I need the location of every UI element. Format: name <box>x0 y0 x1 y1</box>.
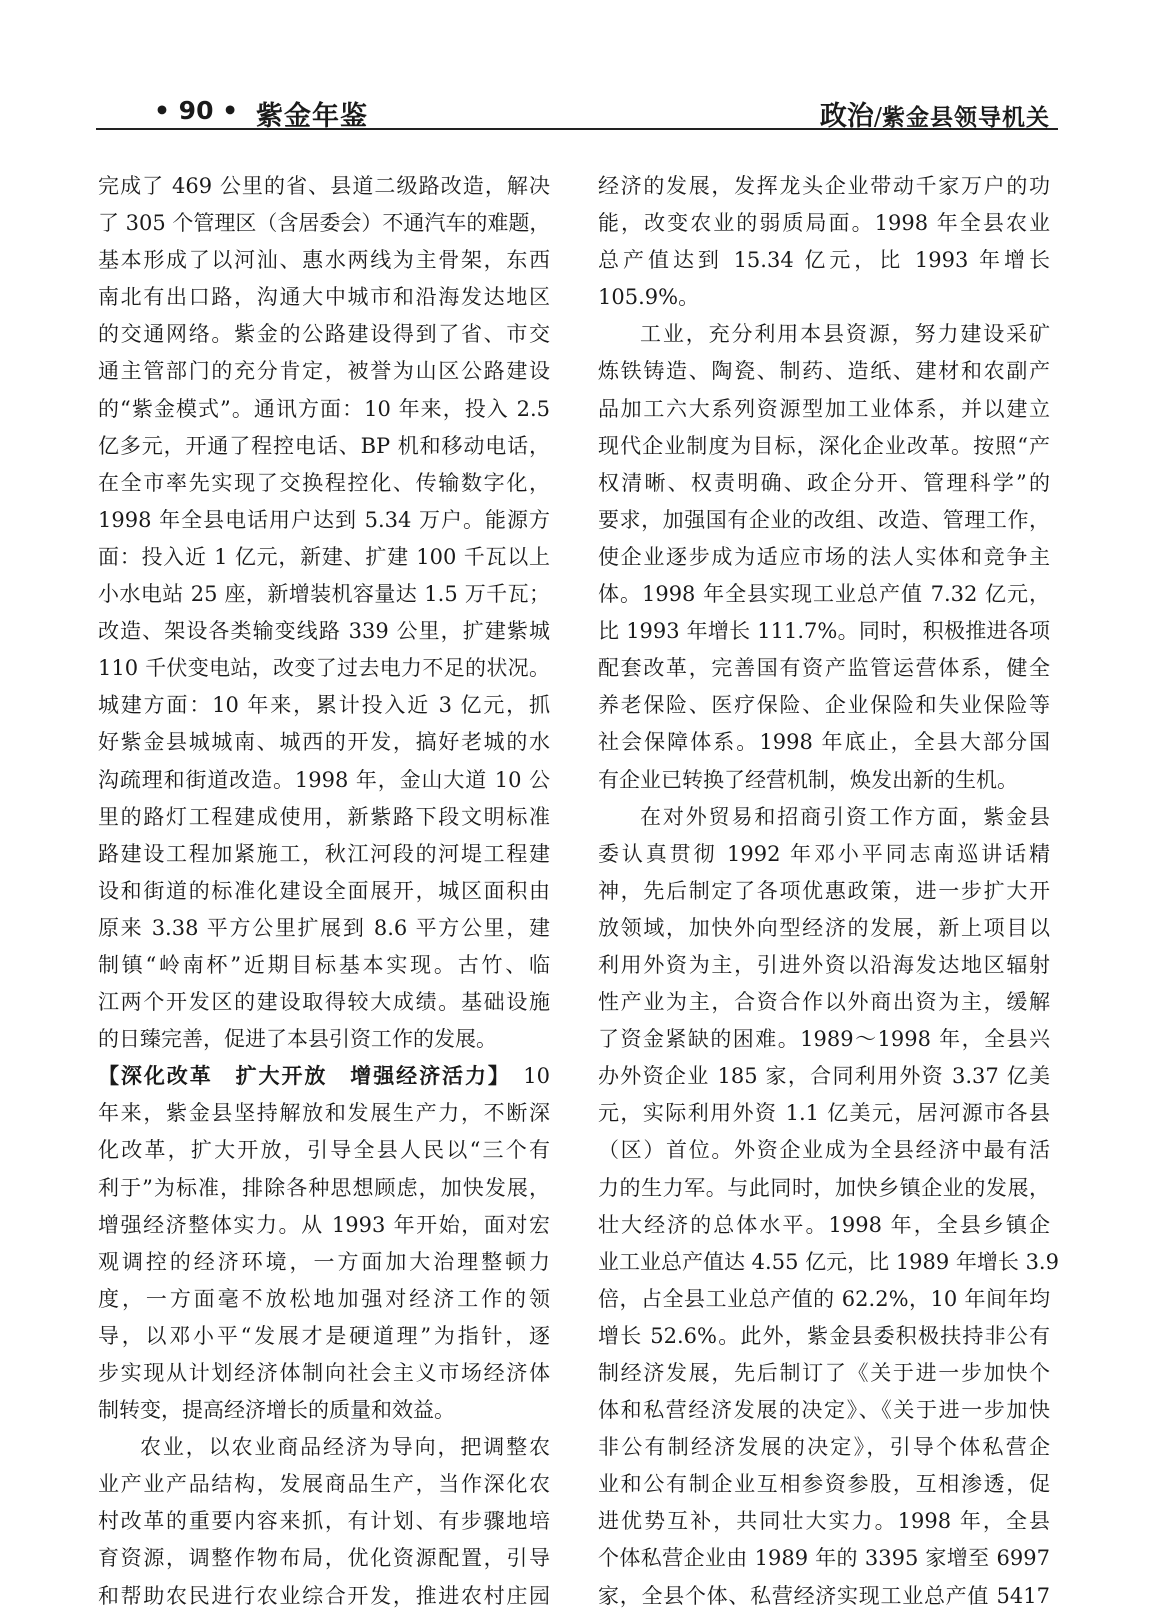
book-title: 紫金年鉴 <box>256 101 368 132</box>
text-line <box>98 1021 550 1058</box>
text-line <box>598 1318 1050 1355</box>
text-line <box>98 576 550 613</box>
text-line <box>598 836 1050 873</box>
text-line <box>598 539 1050 576</box>
right-text-column <box>598 168 1059 1615</box>
text-line <box>598 1392 1050 1429</box>
line-text: 改造、架设各类输变线路 339 公里，扩建紫城 <box>98 619 550 644</box>
text-line <box>598 502 1050 539</box>
line-text: 社会保障体系。1998 年底止，全县大部分国 <box>598 730 1050 755</box>
text-line <box>98 168 550 205</box>
line-text: 农业，以农业商品经济为导向，把调整农 <box>140 1435 550 1460</box>
text-line <box>598 687 1050 724</box>
line-text: 观调控的经济环境，一方面加大治理整顿力 <box>98 1249 550 1274</box>
line-text: 权清晰、权责明确、政企分开、管理科学”的 <box>598 470 1050 495</box>
text-line <box>98 316 550 353</box>
line-text: 元，实际利用外资 1.1 亿美元，居河源市各县 <box>598 1101 1050 1126</box>
text-line <box>98 1207 550 1244</box>
line-text: 性产业为主，合资合作以外商出资为主，缓解 <box>598 990 1050 1015</box>
text-line <box>98 539 550 576</box>
text-line <box>598 762 1050 799</box>
text-line <box>98 1503 550 1540</box>
line-text: 路建设工程加紧施工，秋江河段的河堤工程建 <box>98 841 550 866</box>
line-text: 好紫金县城城南、城西的开发，搞好老城的水 <box>98 730 550 755</box>
line-text: 要求，加强国有企业的改组、改造、管理工作， <box>598 507 1050 532</box>
text-line <box>598 1095 1050 1132</box>
text-line <box>98 1540 550 1577</box>
line-text: 小水电站 25 座，新增装机容量达 1.5 万千瓦； <box>98 582 550 607</box>
line-text: 使企业逐步成为适应市场的法人实体和竞争主 <box>598 544 1050 569</box>
line-text: 业产业产品结构，发展商品生产，当作深化农 <box>98 1472 550 1497</box>
text-line <box>598 1132 1050 1169</box>
text-line <box>98 1355 550 1392</box>
line-text: 体和私营经济发展的决定》、《关于进一步加快 <box>598 1398 1050 1423</box>
text-line <box>98 687 550 724</box>
line-text: 110 千伏变电站，改变了过去电力不足的状况。 <box>98 656 550 681</box>
text-line <box>98 1058 550 1095</box>
line-text: 亿多元，开通了程控电话、BP 机和移动电话， <box>98 433 550 458</box>
text-line <box>598 1429 1050 1466</box>
text-line <box>98 465 550 502</box>
line-text: 育资源，调整作物布局，优化资源配置，引导 <box>98 1546 550 1571</box>
line-text: 业和公有制企业互相参资参股，互相渗透，促 <box>598 1472 1050 1497</box>
text-line <box>98 391 550 428</box>
line-text: 品加工六大系列资源型加工业体系，并以建立 <box>598 396 1050 421</box>
text-line <box>98 947 550 984</box>
text-line <box>598 1578 1050 1615</box>
text-line <box>98 1132 550 1169</box>
text-line <box>598 650 1050 687</box>
page-number: • 90 • <box>154 96 239 125</box>
section-separator: / <box>873 103 882 131</box>
section-heading: 【深化改革 扩大开放 增强经济活力】 <box>98 1064 501 1089</box>
line-text: 的日臻完善，促进了本县引资工作的发展。 <box>98 1027 497 1052</box>
line-text: （区）首位。外资企业成为全县经济中最有活 <box>598 1138 1050 1163</box>
line-text: 的交通网络。紫金的公路建设得到了省、市交 <box>98 322 550 347</box>
line-text: 增长 52.6%。此外，紫金县委积极扶持非公有 <box>598 1323 1050 1348</box>
line-text: 倍，占全县工业总产值的 62.2%，10 年间年均 <box>598 1286 1050 1311</box>
text-line <box>598 947 1050 984</box>
text-line <box>598 428 1050 465</box>
line-text: 能，改变农业的弱质局面。1998 年全县农业 <box>598 211 1050 236</box>
line-text: 度，一方面毫不放松地加强对经济工作的领 <box>98 1286 550 1311</box>
line-text: 通主管部门的充分肯定，被誉为山区公路建设 <box>98 359 550 384</box>
text-line <box>598 1058 1050 1095</box>
line-text: 了 305 个管理区（含居委会）不通汽车的难题， <box>98 211 551 236</box>
line-text: 南北有出口路，沟通大中城市和沿海发达地区 <box>98 285 550 310</box>
text-line <box>598 1170 1050 1207</box>
text-line <box>98 242 550 279</box>
line-text: 在对外贸易和招商引资工作方面，紫金县 <box>640 804 1050 829</box>
left-text-column <box>98 168 550 1615</box>
text-line <box>598 1281 1050 1318</box>
text-line <box>98 279 550 316</box>
line-text: 年来，紫金县坚持解放和发展生产力，不断深 <box>98 1101 550 1126</box>
text-line <box>98 762 550 799</box>
line-text: 经济的发展，发挥龙头企业带动千家万户的功 <box>598 174 1050 198</box>
text-line <box>598 1503 1050 1540</box>
line-text: 有企业已转换了经营机制，焕发出新的生机。 <box>598 767 1018 792</box>
line-text: 总产值达到 15.34 亿元，比 1993 年增长 <box>598 248 1050 273</box>
line-text: 原来 3.38 平方公里扩展到 8.6 平方公里，建 <box>98 915 550 940</box>
text-line <box>98 613 550 650</box>
line-text: 设和街道的标准化建设全面展开，城区面积由 <box>98 878 550 903</box>
text-line <box>598 576 1050 613</box>
text-line <box>598 465 1050 502</box>
line-text: 105.9%。 <box>598 285 700 310</box>
line-text: 业工业总产值达 4.55 亿元，比 1989 年增长 3.9 <box>598 1249 1059 1274</box>
text-line <box>98 205 550 242</box>
text-line <box>598 168 1050 205</box>
line-text: 步实现从计划经济体制向社会主义市场经济体 <box>98 1361 550 1385</box>
line-text: 养老保险、医疗保险、企业保险和失业保险等 <box>598 693 1050 718</box>
line-text: 个体私营企业由 1989 年的 3395 家增至 6997 <box>598 1546 1050 1571</box>
text-line <box>98 1170 550 1207</box>
line-text: 委认真贯彻 1992 年邓小平同志南巡讲话精 <box>598 841 1050 866</box>
line-text: 制转变，提高经济增长的质量和效益。 <box>98 1398 455 1423</box>
line-text: 里的路灯工程建成使用，新紫路下段文明标准 <box>98 804 550 829</box>
text-line <box>98 910 550 947</box>
line-text: 配套改革，完善国有资产监管运营体系，健全 <box>598 656 1050 681</box>
line-text: 了资金紧缺的困难。1989～1998 年，全县兴 <box>598 1027 1050 1052</box>
subsection-name: 紫金县领导机关 <box>882 104 1050 131</box>
line-text: 工业，充分利用本县资源，努力建设采矿 <box>640 322 1050 347</box>
text-line <box>598 1244 1059 1281</box>
text-line <box>598 799 1050 836</box>
line-text: 家，全县个体、私营经济实现工业总产值 5417 <box>598 1583 1050 1608</box>
line-text: 面：投入近 1 亿元，新建、扩建 100 千瓦以上 <box>98 544 550 569</box>
line-text: 利用外资为主，引进外资以沿海发达地区辐射 <box>598 952 1050 977</box>
text-line <box>98 1466 550 1503</box>
text-line <box>598 1466 1050 1503</box>
line-text: 制镇“岭南杯”近期目标基本实现。古竹、临 <box>98 952 550 977</box>
line-text: 办外资企业 185 家，合同利用外资 3.37 亿美 <box>598 1064 1050 1089</box>
line-text: 基本形成了以河汕、惠水两线为主骨架，东西 <box>98 248 550 273</box>
text-line <box>98 1281 550 1318</box>
line-text: 非公有制经济发展的决定》，引导个体私营企 <box>598 1435 1050 1460</box>
text-line <box>98 799 550 836</box>
line-text: 沟疏理和街道改造。1998 年，金山大道 10 公 <box>98 767 550 792</box>
text-line <box>598 316 1050 353</box>
text-line <box>598 910 1050 947</box>
text-line <box>598 353 1050 390</box>
text-line <box>98 353 550 390</box>
text-line <box>598 279 1050 316</box>
line-text: 1998 年全县电话用户达到 5.34 万户。能源方 <box>98 507 550 532</box>
text-line <box>98 1244 550 1281</box>
text-line <box>598 613 1050 650</box>
header-rule <box>96 128 1058 130</box>
text-line <box>598 1540 1050 1577</box>
line-text: 放领域，加快外向型经济的发展，新上项目以 <box>598 915 1050 940</box>
line-text: 10 <box>500 1064 551 1089</box>
line-text: 炼铁铸造、陶瓷、制药、造纸、建材和农副产 <box>598 359 1050 384</box>
text-line <box>598 1021 1050 1058</box>
text-line <box>98 724 550 761</box>
text-line <box>98 1318 550 1355</box>
text-line <box>98 1429 550 1466</box>
line-text: 现代企业制度为目标，深化企业改革。按照“产 <box>598 433 1050 458</box>
line-text: 进优势互补，共同壮大实力。1998 年，全县 <box>598 1509 1050 1534</box>
line-text: 利于”为标准，排除各种思想顾虑，加快发展， <box>98 1175 550 1200</box>
text-line <box>598 724 1050 761</box>
line-text: 城建方面：10 年来，累计投入近 3 亿元，抓 <box>98 693 550 718</box>
line-text: 增强经济整体实力。从 1993 年开始，面对宏 <box>98 1212 550 1237</box>
section-name: 政治 <box>819 101 874 132</box>
line-text: 神，先后制定了各项优惠政策，进一步扩大开 <box>598 878 1050 903</box>
line-text: 力的生力军。与此同时，加快乡镇企业的发展， <box>598 1175 1050 1200</box>
line-text: 导，以邓小平“发展才是硬道理”为指针，逐 <box>98 1323 550 1348</box>
text-line <box>98 984 550 1021</box>
text-line <box>98 873 550 910</box>
text-line <box>98 1095 550 1132</box>
text-line <box>598 1207 1050 1244</box>
text-line <box>98 428 550 465</box>
text-line <box>598 1355 1050 1392</box>
text-line <box>98 836 550 873</box>
text-line <box>598 242 1050 279</box>
line-text: 制经济发展，先后制订了《关于进一步加快个 <box>598 1361 1050 1385</box>
line-text: 壮大经济的总体水平。1998 年，全县乡镇企 <box>598 1212 1050 1237</box>
text-line <box>98 1392 550 1429</box>
text-line <box>98 1578 550 1615</box>
line-text: 江两个开发区的建设取得较大成绩。基础设施 <box>98 990 550 1015</box>
text-line <box>98 650 550 687</box>
text-line <box>98 502 550 539</box>
text-line <box>598 873 1050 910</box>
line-text: 在全市率先实现了交换程控化、传输数字化， <box>98 470 550 495</box>
line-text: 村改革的重要内容来抓，有计划、有步骤地培 <box>98 1509 550 1534</box>
line-text: 和帮助农民进行农业综合开发，推进农村庄园 <box>98 1583 550 1608</box>
line-text: 化改革，扩大开放，引导全县人民以“三个有 <box>98 1138 550 1163</box>
text-line <box>598 984 1050 1021</box>
line-text: 的“紫金模式”。通讯方面：10 年来，投入 2.5 <box>98 396 550 421</box>
text-line <box>598 205 1050 242</box>
line-text: 完成了 469 公里的省、县道二级路改造，解决 <box>98 174 550 198</box>
line-text: 体。1998 年全县实现工业总产值 7.32 亿元， <box>598 582 1050 607</box>
text-line <box>598 391 1050 428</box>
line-text: 比 1993 年增长 111.7%。同时，积极推进各项 <box>598 619 1050 644</box>
